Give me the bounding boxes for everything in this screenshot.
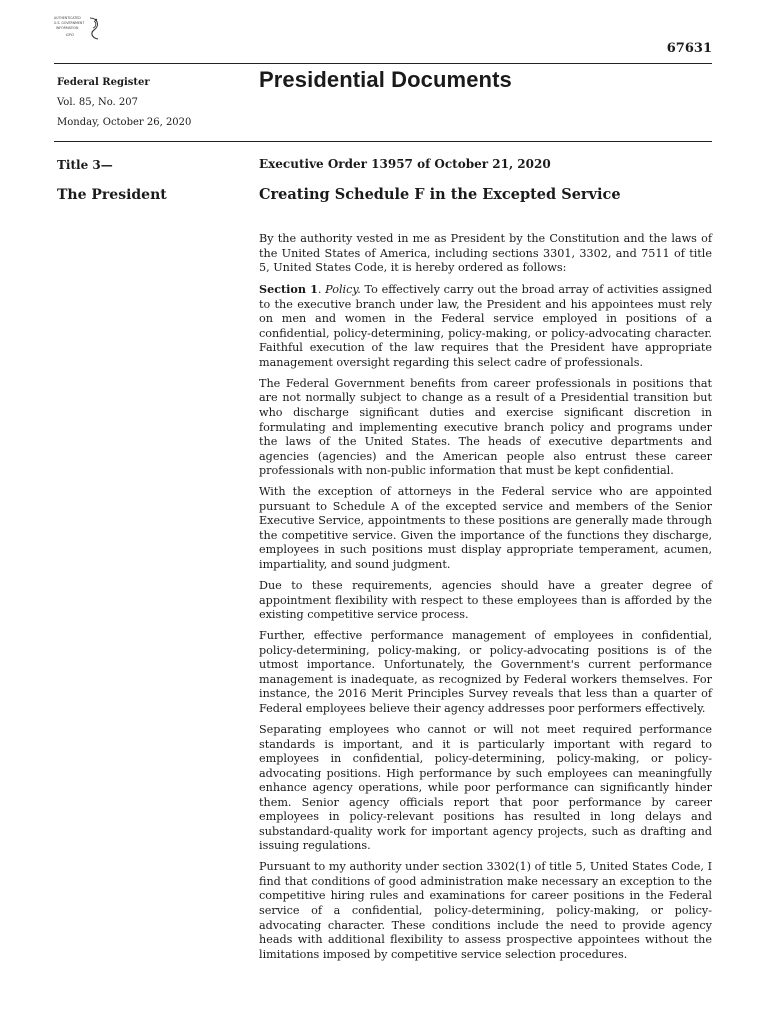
- paragraph-career-professionals: The Federal Government benefits from career professionals in positions that are not normally subject to change as a result of a Presidential transition but who discharge significant duties and exercise significant discretion in formulating and implementing executive branch policy and programs under the laws of the United States. The heads of executive departments and agencies (agencies) and the American people also entrust these career professionals with non-public information that must be kept confidential.: [259, 376, 712, 478]
- executive-order-number: Executive Order 13957 of October 21, 2020: [259, 157, 551, 171]
- logo-text-information: INFORMATION: [56, 26, 79, 30]
- logo-text-gpo: GPO: [66, 33, 74, 37]
- paragraph-appointments: With the exception of attorneys in the Federal service who are appointed pursuant to Schedule A of the excepted service and members of the Senior Executive Service, appointments to these positions are generally made through the competitive service. Given the importance of the functions they discharge, employees in such positions must display appropriate temperament, acumen, impartiality, and sound judgment.: [259, 485, 712, 571]
- paragraph-section-1: Section 1. Policy. To effectively carry out the broad array of activities assigned to the executive branch under law, the President and his appointees must rely on men and women in the Federal service employed in positions of a confidential, policy-determining, policy-making, or policy-advocating character. Faithful execution of the law requires that the President have appropriate management oversight regarding this select cadre of professionals.: [259, 282, 712, 369]
- gpo-authenticated-logo: [54, 14, 104, 44]
- title-label: Title 3—: [57, 158, 113, 172]
- president-label: The President: [57, 187, 167, 203]
- paragraph-authority: Pursuant to my authority under section 3302(1) of title 5, United States Code, I find that conditions of good administration make necessary an exception to the competitive hiring rules and examinations for career positions in the Federal service of a confidential, policy-determining, policy-making, or policy-advocating character. These conditions include the need to provide agency heads with additional flexibility to assess prospective appointees without the limitations imposed by competitive service selection procedures.: [259, 860, 712, 961]
- register-meta: [57, 73, 247, 133]
- order-body: [259, 232, 712, 969]
- publication-date: Monday, October 26, 2020: [57, 117, 192, 128]
- paragraph-flexibility: Due to these requirements, agencies should have a greater degree of appointment flexibility with respect to these employees than is afforded by the existing competitive service process.: [259, 579, 712, 622]
- logo-text-authenticated: AUTHENTICATED: [54, 16, 81, 20]
- publication-name: Federal Register: [57, 77, 150, 88]
- section-title: Policy.: [325, 283, 361, 297]
- volume-number: Vol. 85, No. 207: [57, 97, 139, 108]
- header-rule: [54, 63, 712, 64]
- page-number: 67631: [666, 41, 712, 56]
- logo-text-government: U.S. GOVERNMENT: [54, 21, 85, 25]
- paragraph-performance-management: Further, effective performance management of employees in confidential, policy-determining, policy-making, or policy-advocating positions is of the utmost importance. Unfortunately, the Government's current performance management is inadequate, as recognized by Federal workers themselves. For instance, the 2016 Merit Principles Survey reveals that less than a quarter of Federal employees believe their agency addresses poor performers effectively.: [259, 629, 712, 715]
- executive-order-title: Creating Schedule F in the Excepted Service: [259, 186, 621, 203]
- paragraph-separating-employees: Separating employees who cannot or will not meet required performance standards is important, and it is particularly important with regard to employees in confidential, policy-determining, policy-making, or policy-advocating positions. High performance by such employees can meaningfully enhance agency operations, while poor performance can significantly hinder them. Senior agency officials report that poor performance by career employees in policy-relevant positions has resulted in long delays and substandard-quality work for important agency projects, such as drafting and issuing regulations.: [259, 722, 712, 853]
- section-text: To effectively carry out the broad array of activities assigned to the executive branch under law, the President and his appointees must rely on men and women in the Federal service employed in positions of a confidential, policy-determining, policy-making, or policy-advocating character. Faithful execution of the law requires that the President have appropriate management oversight regarding this select cadre of professionals.: [259, 283, 712, 369]
- section-rule: [54, 141, 712, 142]
- section-heading: Presidential Documents: [259, 67, 512, 92]
- section-label: Section 1: [259, 282, 318, 297]
- paragraph-preamble: By the authority vested in me as President by the Constitution and the laws of the United States of America, including sections 3301, 3302, and 7511 of title 5, United States Code, it is hereby ordered as follows:: [259, 232, 712, 275]
